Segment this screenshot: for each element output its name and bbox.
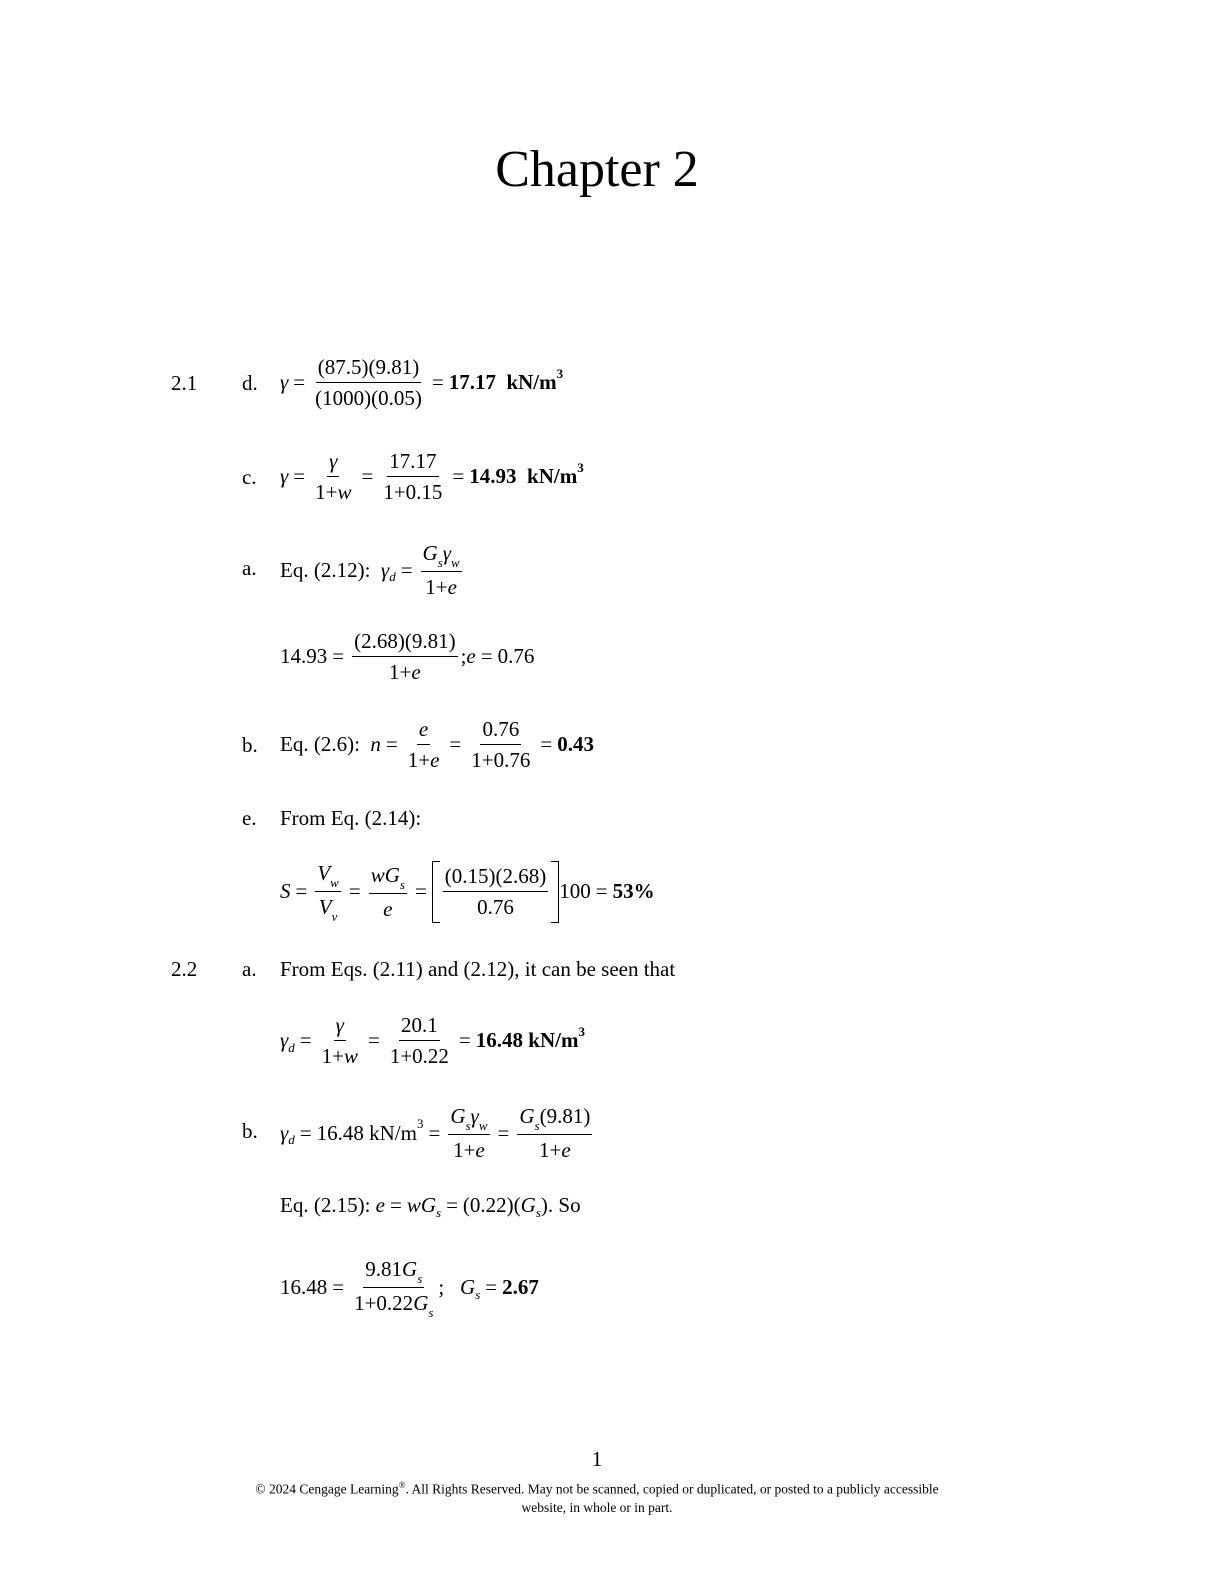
equation-specific-gravity-setup: γ d = 16.48 kN/m 3 = $\frac{G_s\gamma_w}{1+e}$ = $\frac{G_s(9.81)}{1+e}$	[280, 1101, 595, 1165]
part-label-b: b.	[242, 733, 258, 757]
part-label-a-2-2: a.	[242, 957, 257, 981]
fraction: $\frac{(87.5)(9.81)}{(1000)(0.05)}$	[313, 352, 424, 413]
result-specific-gravity: 2.67	[502, 1275, 539, 1299]
part-label-d: d.	[242, 371, 258, 395]
result-dry-unit-weight: 14.93	[469, 464, 517, 488]
equation-saturation: S = $\frac{V_w}{V_v}$ = $\frac{wG_s}{e}$ = $\frac{(0.15)(2.68)}{0.76}$ 100 = 53%	[280, 858, 655, 925]
result-dry-unit-weight-2-2: 16.48	[475, 1028, 524, 1052]
equation-specific-gravity: 16.48 = $\frac{9.81G_s}{1+0.22G_s}$ ; G s = 2.67	[280, 1254, 539, 1321]
equation-unit-weight: γ = $\frac{(87.5)(9.81)}{(1000)(0.05)}$ = 17.17 kN/m 3	[280, 352, 563, 413]
equation-2-12: Eq. (2.12): γ d = $\frac{G_s\gamma_w}{1+e}$	[280, 538, 465, 602]
result-saturation: 53%	[612, 879, 655, 903]
equation-dry-unit-weight-2-2: γ d = $\frac{\gamma}{1+w}$ = $\frac{20.1}{1+0.22}$ = 16.48 kN/m 3	[280, 1010, 585, 1071]
problem-number-2-1: 2.1	[171, 371, 198, 395]
part-label-b-2-2: b.	[242, 1119, 258, 1143]
equation-2-15: Eq. (2.15): e = wG s = (0.22) ( G s ) . So	[280, 1193, 581, 1220]
problem-number-2-2: 2.2	[171, 957, 198, 981]
equation-porosity: Eq. (2.6): n = $\frac{e}{1+e}$ = $\frac{0.76}{1+0.76}$ = 0.43	[280, 714, 594, 775]
part-label-e: e.	[242, 806, 257, 830]
equation-void-ratio: 14.93 = $\frac{(2.68)(9.81)}{1+e}$ ; e = 0.76	[280, 626, 534, 687]
text-from-eq-2-14: From Eq. (2.14):	[280, 806, 422, 830]
part-label-c: c.	[242, 465, 257, 489]
page-number: 1	[591, 1447, 603, 1471]
equation-dry-unit-weight: γ = $\frac{\gamma}{1+w}$ = $\frac{17.17}{1+0.15}$ = 14.93 kN/m 3	[280, 446, 584, 507]
result-void-ratio: 0.76	[497, 644, 535, 668]
copyright-notice: © 2024 Cengage Learning®. All Rights Reserved. May not be scanned, copied or duplicated, or posted to a publicly accessible website, in whole or in part.	[255, 1480, 939, 1515]
result-unit-weight: 17.17	[448, 370, 496, 394]
text-from-eqs: From Eqs. (2.11) and (2.12), it can be seen that	[280, 957, 676, 981]
page-title: Chapter 2	[495, 141, 699, 198]
part-label-a: a.	[242, 556, 257, 580]
result-porosity: 0.43	[557, 732, 594, 756]
